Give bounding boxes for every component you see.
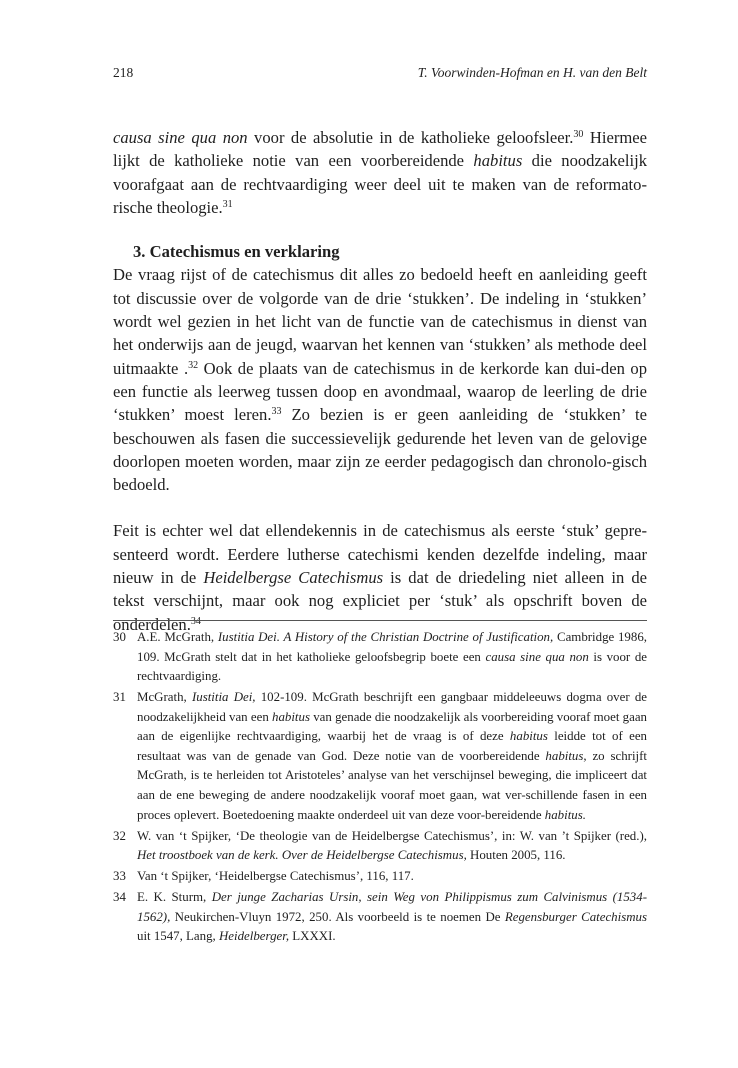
italic-term: habitus xyxy=(272,709,310,724)
footnote xyxy=(113,827,647,866)
italic-title: Iustitia Dei. A History of the Christian Doctrine of Justification, xyxy=(217,630,554,644)
page-number: 218 xyxy=(113,65,134,80)
text-run: van genade die noodzakelijk als voorbereiding vooraf moet gaan aan de eigenlijke rechtvaardiging, waarbij het de vraag is of deze xyxy=(137,709,647,744)
footnote-divider xyxy=(113,620,647,621)
text-run: Neukirchen-Vluyn 1972, 250. Als voorbeeld is te noemen De xyxy=(170,909,505,924)
section-heading: 3. Catechismus en verklaring xyxy=(133,242,340,262)
italic-term: causa sine qua non xyxy=(113,128,248,147)
italic-title: Heidelberger, xyxy=(219,929,290,944)
italic-term: causa sine qua non xyxy=(485,649,589,664)
text-run: , zo schrijft McGrath, is te herleiden tot Aristoteles’ analyse van het verschijnsel beweging, die impliceert dat aan de ene beweging de andere noodzakelijk vooraf moet gaan, wat ver-schillende fasen in een proces oplevert. Boetedoening maakte onderdeel uit van deze voor-bereidende xyxy=(137,748,647,822)
text-run: Van ‘t Spijker, ‘Heidelbergse Catechismus’, 116, 117. xyxy=(137,869,414,884)
footnote-ref[interactable]: 32 xyxy=(188,359,199,371)
italic-term: habitus xyxy=(509,729,548,744)
text-run: A.E. McGrath, xyxy=(137,630,218,644)
footnote-number: 33 xyxy=(113,869,126,884)
italic-title: Der junge Zacharias Ursin, sein Weg von Philippismus zum Calvinismus (1534-1562), xyxy=(137,889,647,924)
text-run: Feit is echter wel dat ellendekennis in de catechismus als eerste ‘stuk’ gepre-senteerd wordt. Eerdere lutherse catechismi kenden dezelfde indeling, maar nieuw in de xyxy=(113,521,647,588)
text-run: die noodzakelijk voorafgaat aan de rechtvaardiging weer deel uit te maken van de reformato-rische theologie. xyxy=(113,151,648,217)
footnote-number: 32 xyxy=(113,828,126,843)
italic-term: habitus. xyxy=(544,807,586,822)
footnote-number: 30 xyxy=(113,630,126,644)
text-run: is voor de rechtvaardiging. xyxy=(137,649,647,684)
italic-title: Het troostboek van de kerk. Over de Heidelbergse Catechismus, xyxy=(137,848,467,863)
text-run: E. K. Sturm, xyxy=(137,889,212,904)
text-run: leidde tot of een resultaat was van de genade van God. Deze notie van de voorbereidende xyxy=(137,729,647,763)
text-run: 102-109. McGrath beschrijft een gangbaar middeleeuws dogma over de noodzakelijkheid van een xyxy=(137,690,648,724)
text-run: Cambridge 1986, 109. McGrath stelt dat in het katholieke geloofsbegrip boete een xyxy=(137,630,647,664)
text-run: uit 1547, Lang, xyxy=(137,929,219,944)
italic-title: Regensburger Catechismus xyxy=(504,909,647,924)
footnote xyxy=(113,867,647,887)
main-text xyxy=(113,126,647,636)
footnote-number: 31 xyxy=(113,690,126,705)
text-run: voor de absolutie in de katholieke geloofsleer. xyxy=(247,128,574,147)
footnote xyxy=(113,888,647,947)
footnotes xyxy=(113,628,647,948)
paragraph xyxy=(113,519,647,635)
footnote-ref[interactable]: 33 xyxy=(271,406,282,418)
paragraph xyxy=(113,126,647,219)
footnote-ref[interactable]: 34 xyxy=(190,615,201,627)
text-run: De vraag rijst of de catechismus dit alles zo bedoeld heeft en aanleiding geeft tot discussie over de volgorde van de drie ‘stukken’. De indeling in ‘stukken’ wordt wel gezien in het licht van de functie van de catechismus in dienst van het onderwijs aan de jeugd, waarvan het kennen van ‘stukken’ als methode deel uitmaakte . xyxy=(113,265,647,378)
text-run: LXXXI. xyxy=(289,929,336,944)
italic-title: Iustitia Dei, xyxy=(191,690,256,705)
footnote-ref[interactable]: 31 xyxy=(222,198,233,210)
text-run: Ook de plaats van de catechismus in de kerkorde kan dui-den op een functie als leerweg tussen doop en avondmaal, waarop de leerling de drie ‘stukken’ moest leren. xyxy=(113,358,647,425)
running-head: T. Voorwinden-Hofman en H. van den Belt xyxy=(417,65,647,80)
footnote-number: 34 xyxy=(113,889,126,904)
italic-title: Heidelbergse Catechismus xyxy=(203,568,384,588)
text-run: W. van ‘t Spijker, ‘De theologie van de Heidelbergse Catechismus’, in: W. van ’t Spijker (red.), xyxy=(137,828,647,843)
italic-term: habitus xyxy=(545,748,584,763)
text-run: Houten 2005, 116. xyxy=(466,848,566,863)
footnote xyxy=(113,688,647,825)
text-run: Zo bezien is er geen aanleiding de ‘stukken’ te beschouwen als fasen die successievelijk gedurende het leven van de gelovige doorlopen moeten worden, maar zijn ze eerder pedagogisch dan chronolo-gisch bedoeld. xyxy=(113,405,648,495)
text-run: Hiermee lijkt de katholieke notie van een voorbereidende xyxy=(113,128,647,171)
text-run: is dat de driedeling niet alleen in de tekst verschijnt, maar ook nog expliciet per ‘stuk’ als opschrift boven de onderdelen. xyxy=(113,568,647,634)
italic-term: habitus xyxy=(473,151,523,171)
footnote xyxy=(113,628,647,687)
paragraph xyxy=(113,263,647,496)
text-run: McGrath, xyxy=(137,690,192,705)
footnote-ref[interactable]: 30 xyxy=(573,129,584,140)
